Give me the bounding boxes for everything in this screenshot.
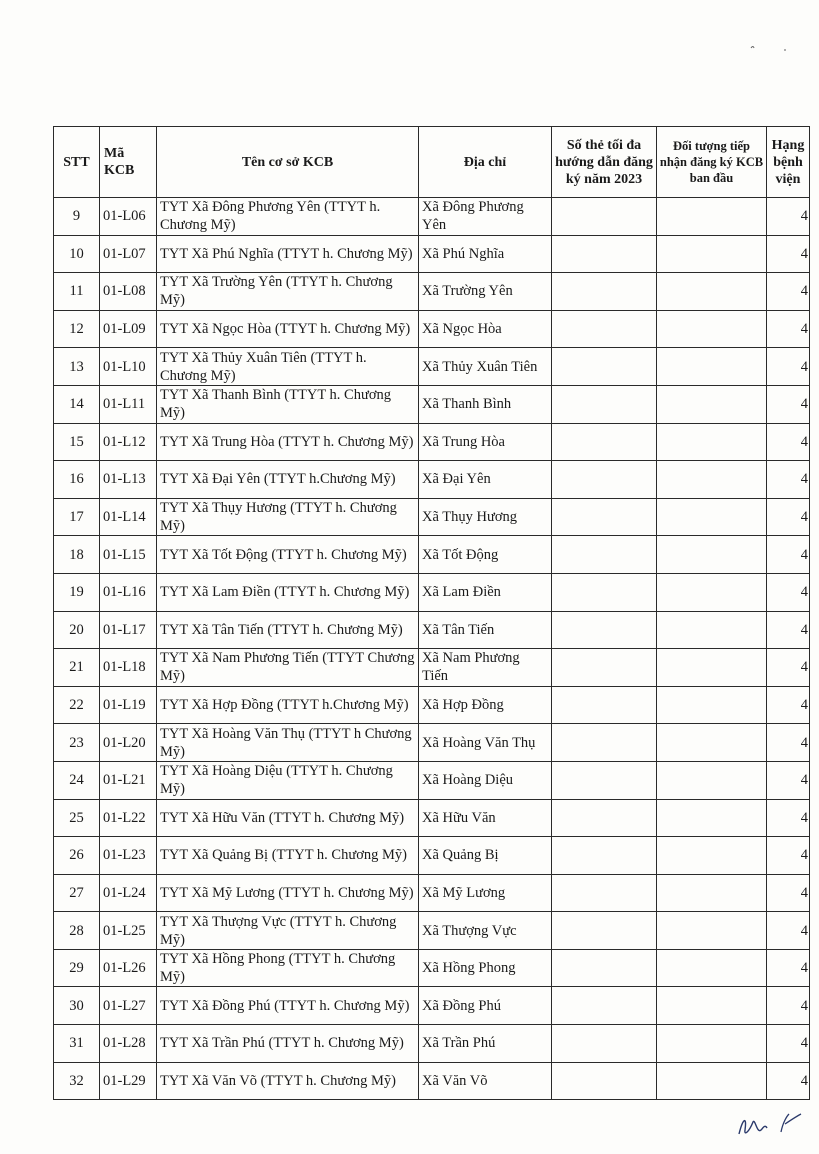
cell-ten-co-so: TYT Xã Thanh Bình (TTYT h. Chương Mỹ) [157,385,419,423]
cell-dia-chi: Xã Thanh Bình [419,385,552,423]
cell-ten-co-so: TYT Xã Lam Điền (TTYT h. Chương Mỹ) [157,573,419,611]
cell-doi-tuong [657,837,767,875]
cell-so-the [552,536,657,574]
cell-ma-kcb: 01-L20 [100,724,157,762]
cell-hang-benh-vien: 4 [767,799,810,837]
cell-dia-chi: Xã Lam Điền [419,573,552,611]
facility-table [53,126,810,1100]
cell-stt: 11 [54,273,100,311]
cell-ma-kcb: 01-L25 [100,912,157,950]
table-row [54,1025,810,1063]
cell-ma-kcb: 01-L21 [100,761,157,799]
cell-hang-benh-vien: 4 [767,348,810,386]
cell-stt: 30 [54,987,100,1025]
header-ma-kcb: Mã KCB [100,127,157,198]
table-row [54,837,810,875]
cell-doi-tuong [657,1025,767,1063]
cell-dia-chi: Xã Thụy Hương [419,498,552,536]
cell-dia-chi: Xã Nam Phương Tiến [419,649,552,687]
cell-hang-benh-vien: 4 [767,686,810,724]
cell-ma-kcb: 01-L15 [100,536,157,574]
table-row [54,573,810,611]
cell-dia-chi: Xã Trường Yên [419,273,552,311]
cell-so-the [552,1025,657,1063]
cell-doi-tuong [657,611,767,649]
cell-ten-co-so: TYT Xã Trung Hòa (TTYT h. Chương Mỹ) [157,423,419,461]
cell-dia-chi: Xã Trung Hòa [419,423,552,461]
cell-so-the [552,949,657,987]
cell-dia-chi: Xã Hoàng Diệu [419,761,552,799]
cell-ma-kcb: 01-L13 [100,461,157,499]
cell-hang-benh-vien: 4 [767,649,810,687]
cell-hang-benh-vien: 4 [767,573,810,611]
cell-so-the [552,198,657,236]
cell-doi-tuong [657,724,767,762]
cell-ma-kcb: 01-L11 [100,385,157,423]
cell-so-the [552,310,657,348]
header-stt: STT [54,127,100,198]
table-row [54,761,810,799]
cell-stt: 13 [54,348,100,386]
cell-ma-kcb: 01-L27 [100,987,157,1025]
cell-stt: 18 [54,536,100,574]
cell-doi-tuong [657,912,767,950]
cell-ma-kcb: 01-L08 [100,273,157,311]
cell-hang-benh-vien: 4 [767,724,810,762]
cell-ten-co-so: TYT Xã Hoàng Văn Thụ (TTYT h Chương Mỹ) [157,724,419,762]
cell-ma-kcb: 01-L16 [100,573,157,611]
cell-ten-co-so: TYT Xã Nam Phương Tiến (TTYT Chương Mỹ) [157,649,419,687]
header-hang-benh-vien: Hạng bệnh viện [767,127,810,198]
cell-stt: 28 [54,912,100,950]
cell-hang-benh-vien: 4 [767,949,810,987]
cell-so-the [552,799,657,837]
header-dia-chi: Địa chỉ [419,127,552,198]
cell-ten-co-so: TYT Xã Hoàng Diệu (TTYT h. Chương Mỹ) [157,761,419,799]
cell-ten-co-so: TYT Xã Ngọc Hòa (TTYT h. Chương Mỹ) [157,310,419,348]
cell-ma-kcb: 01-L23 [100,837,157,875]
table-row [54,273,810,311]
cell-stt: 22 [54,686,100,724]
cell-hang-benh-vien: 4 [767,1025,810,1063]
handwritten-initials-icon [735,1108,805,1142]
cell-stt: 26 [54,837,100,875]
cell-doi-tuong [657,198,767,236]
cell-hang-benh-vien: 4 [767,874,810,912]
cell-hang-benh-vien: 4 [767,761,810,799]
cell-stt: 17 [54,498,100,536]
cell-doi-tuong [657,573,767,611]
table-row [54,498,810,536]
cell-doi-tuong [657,536,767,574]
cell-ten-co-so: TYT Xã Đồng Phú (TTYT h. Chương Mỹ) [157,987,419,1025]
cell-so-the [552,611,657,649]
cell-doi-tuong [657,799,767,837]
table-row [54,461,810,499]
cell-doi-tuong [657,310,767,348]
cell-ten-co-so: TYT Xã Đại Yên (TTYT h.Chương Mỹ) [157,461,419,499]
cell-ma-kcb: 01-L24 [100,874,157,912]
cell-dia-chi: Xã Tốt Động [419,536,552,574]
cell-dia-chi: Xã Hữu Văn [419,799,552,837]
cell-hang-benh-vien: 4 [767,385,810,423]
cell-stt: 24 [54,761,100,799]
cell-stt: 12 [54,310,100,348]
cell-so-the [552,724,657,762]
cell-dia-chi: Xã Hồng Phong [419,949,552,987]
cell-doi-tuong [657,423,767,461]
cell-doi-tuong [657,348,767,386]
cell-hang-benh-vien: 4 [767,498,810,536]
cell-doi-tuong [657,235,767,273]
cell-ma-kcb: 01-L14 [100,498,157,536]
cell-ma-kcb: 01-L29 [100,1062,157,1100]
cell-stt: 23 [54,724,100,762]
cell-ma-kcb: 01-L19 [100,686,157,724]
cell-stt: 15 [54,423,100,461]
table-row [54,686,810,724]
cell-doi-tuong [657,649,767,687]
table-row [54,310,810,348]
cell-doi-tuong [657,461,767,499]
cell-dia-chi: Xã Quảng Bị [419,837,552,875]
cell-ten-co-so: TYT Xã Tân Tiến (TTYT h. Chương Mỹ) [157,611,419,649]
cell-so-the [552,385,657,423]
cell-ten-co-so: TYT Xã Trần Phú (TTYT h. Chương Mỹ) [157,1025,419,1063]
cell-so-the [552,912,657,950]
table-row [54,423,810,461]
table-row [54,799,810,837]
cell-ten-co-so: TYT Xã Thủy Xuân Tiên (TTYT h. Chương Mỹ) [157,348,419,386]
cell-ma-kcb: 01-L06 [100,198,157,236]
cell-so-the [552,987,657,1025]
cell-stt: 29 [54,949,100,987]
cell-dia-chi: Xã Hợp Đồng [419,686,552,724]
cell-hang-benh-vien: 4 [767,611,810,649]
cell-hang-benh-vien: 4 [767,987,810,1025]
cell-doi-tuong [657,1062,767,1100]
table-row [54,987,810,1025]
cell-ma-kcb: 01-L17 [100,611,157,649]
cell-stt: 25 [54,799,100,837]
cell-dia-chi: Xã Đông Phương Yên [419,198,552,236]
cell-so-the [552,874,657,912]
cell-ma-kcb: 01-L09 [100,310,157,348]
cell-stt: 20 [54,611,100,649]
cell-hang-benh-vien: 4 [767,1062,810,1100]
header-doi-tuong: Đối tượng tiếp nhận đăng ký KCB ban đầu [657,127,767,198]
cell-stt: 19 [54,573,100,611]
cell-dia-chi: Xã Đại Yên [419,461,552,499]
cell-doi-tuong [657,949,767,987]
cell-ten-co-so: TYT Xã Quảng Bị (TTYT h. Chương Mỹ) [157,837,419,875]
cell-so-the [552,235,657,273]
table-row [54,536,810,574]
cell-ten-co-so: TYT Xã Trường Yên (TTYT h. Chương Mỹ) [157,273,419,311]
cell-doi-tuong [657,761,767,799]
cell-so-the [552,837,657,875]
header-so-the: Số thẻ tối đa hướng dẫn đăng ký năm 2023 [552,127,657,198]
table-row [54,348,810,386]
cell-doi-tuong [657,686,767,724]
table-row [54,724,810,762]
cell-so-the [552,649,657,687]
cell-so-the [552,573,657,611]
cell-so-the [552,761,657,799]
cell-ma-kcb: 01-L12 [100,423,157,461]
cell-so-the [552,461,657,499]
cell-so-the [552,423,657,461]
table-row [54,385,810,423]
cell-hang-benh-vien: 4 [767,423,810,461]
cell-dia-chi: Xã Văn Võ [419,1062,552,1100]
cell-ma-kcb: 01-L07 [100,235,157,273]
cell-so-the [552,686,657,724]
cell-stt: 10 [54,235,100,273]
cell-hang-benh-vien: 4 [767,198,810,236]
cell-ma-kcb: 01-L18 [100,649,157,687]
cell-hang-benh-vien: 4 [767,235,810,273]
table-row [54,912,810,950]
table-row [54,874,810,912]
cell-hang-benh-vien: 4 [767,273,810,311]
cell-so-the [552,348,657,386]
cell-hang-benh-vien: 4 [767,310,810,348]
cell-so-the [552,1062,657,1100]
cell-ten-co-so: TYT Xã Tốt Động (TTYT h. Chương Mỹ) [157,536,419,574]
cell-ten-co-so: TYT Xã Thượng Vực (TTYT h. Chương Mỹ) [157,912,419,950]
table-row [54,1062,810,1100]
cell-so-the [552,498,657,536]
table-row [54,198,810,236]
cell-ten-co-so: TYT Xã Thụy Hương (TTYT h. Chương Mỹ) [157,498,419,536]
cell-dia-chi: Xã Tân Tiến [419,611,552,649]
cell-stt: 27 [54,874,100,912]
cell-dia-chi: Xã Mỹ Lương [419,874,552,912]
header-ten-co-so: Tên cơ sở KCB [157,127,419,198]
cell-hang-benh-vien: 4 [767,536,810,574]
cell-ten-co-so: TYT Xã Hữu Văn (TTYT h. Chương Mỹ) [157,799,419,837]
cell-stt: 21 [54,649,100,687]
cell-dia-chi: Xã Hoàng Văn Thụ [419,724,552,762]
table-header-row [54,127,810,198]
cell-dia-chi: Xã Trần Phú [419,1025,552,1063]
cell-doi-tuong [657,498,767,536]
cell-dia-chi: Xã Phú Nghĩa [419,235,552,273]
table-row [54,235,810,273]
cell-ten-co-so: TYT Xã Hợp Đồng (TTYT h.Chương Mỹ) [157,686,419,724]
cell-dia-chi: Xã Thủy Xuân Tiên [419,348,552,386]
cell-dia-chi: Xã Thượng Vực [419,912,552,950]
cell-doi-tuong [657,273,767,311]
table-row [54,649,810,687]
cell-stt: 9 [54,198,100,236]
cell-ten-co-so: TYT Xã Đông Phương Yên (TTYT h. Chương Mỹ) [157,198,419,236]
table-row [54,611,810,649]
cell-ma-kcb: 01-L10 [100,348,157,386]
cell-doi-tuong [657,385,767,423]
cell-ten-co-so: TYT Xã Phú Nghĩa (TTYT h. Chương Mỹ) [157,235,419,273]
cell-hang-benh-vien: 4 [767,461,810,499]
cell-dia-chi: Xã Ngọc Hòa [419,310,552,348]
scan-speck-icon [745,38,795,58]
cell-ma-kcb: 01-L26 [100,949,157,987]
table-body [54,198,810,1100]
cell-dia-chi: Xã Đồng Phú [419,987,552,1025]
cell-hang-benh-vien: 4 [767,837,810,875]
cell-hang-benh-vien: 4 [767,912,810,950]
cell-stt: 14 [54,385,100,423]
cell-stt: 32 [54,1062,100,1100]
cell-so-the [552,273,657,311]
cell-doi-tuong [657,874,767,912]
cell-stt: 16 [54,461,100,499]
cell-ma-kcb: 01-L22 [100,799,157,837]
cell-ten-co-so: TYT Xã Văn Võ (TTYT h. Chương Mỹ) [157,1062,419,1100]
table-row [54,949,810,987]
cell-ten-co-so: TYT Xã Mỹ Lương (TTYT h. Chương Mỹ) [157,874,419,912]
cell-stt: 31 [54,1025,100,1063]
cell-ma-kcb: 01-L28 [100,1025,157,1063]
cell-ten-co-so: TYT Xã Hồng Phong (TTYT h. Chương Mỹ) [157,949,419,987]
cell-doi-tuong [657,987,767,1025]
